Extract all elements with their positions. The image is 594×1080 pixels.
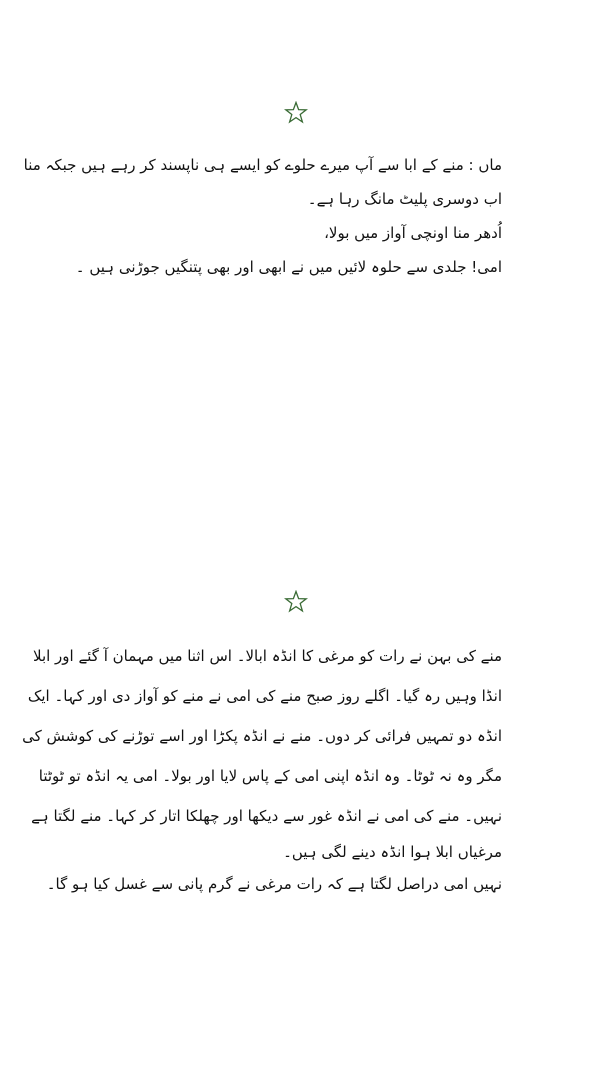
star-outline-icon <box>284 101 308 125</box>
joke-2-line: مرغیاں ابلا ہوا انڈہ دینے لگی ہیں۔ <box>283 843 502 861</box>
joke-1-paragraph <box>23 148 502 284</box>
star-outline-icon <box>284 590 308 614</box>
joke-1-line: اب دوسری پلیٹ مانگ رہا ہے۔ <box>307 190 502 208</box>
joke-1-line: ماں : منے کے ابا سے آپ میرے حلوے کو ایسے ہی ناپسند کر رہے ہیں جبکہ منا <box>23 156 502 174</box>
star-outline-icon <box>284 101 308 125</box>
joke-2-line: انڈہ دو تمہیں فرائی کر دوں۔ منے نے انڈہ پکڑا اور اسے توڑنے کی کوشش کی <box>22 727 502 745</box>
joke-2-line: انڈا وہیں رہ گیا۔ اگلے روز صبح منے کی امی نے منے کو آواز دی اور کہا۔ ایک <box>27 687 502 705</box>
joke-2-paragraph <box>22 636 502 900</box>
joke-1-line: اُدھر منا اونچی آواز میں بولا، <box>324 224 502 242</box>
joke-2-line: منے کی بہن نے رات کو مرغی کا انڈہ ابالا۔ اس اثنا میں مہمان آ گئے اور ابلا <box>33 647 502 665</box>
joke-2-line: مگر وہ نہ ٹوٹا۔ وہ انڈہ اپنی امی کے پاس لایا اور بولا۔ امی یہ انڈہ تو ٹوٹتا <box>38 767 502 785</box>
joke-2-line: نہیں امی دراصل لگتا ہے کہ رات مرغی نے گرم پانی سے غسل کیا ہو گا۔ <box>46 875 502 893</box>
joke-1-line: امی! جلدی سے حلوہ لائیں میں نے ابھی اور بھی پتنگیں جوڑنی ہیں ۔ <box>75 258 502 276</box>
joke-2-line: نہیں۔ منے کی امی نے انڈہ غور سے دیکھا اور چھلکا اتار کر کہا۔ منے لگتا ہے <box>31 807 502 825</box>
star-outline-icon <box>284 590 308 614</box>
